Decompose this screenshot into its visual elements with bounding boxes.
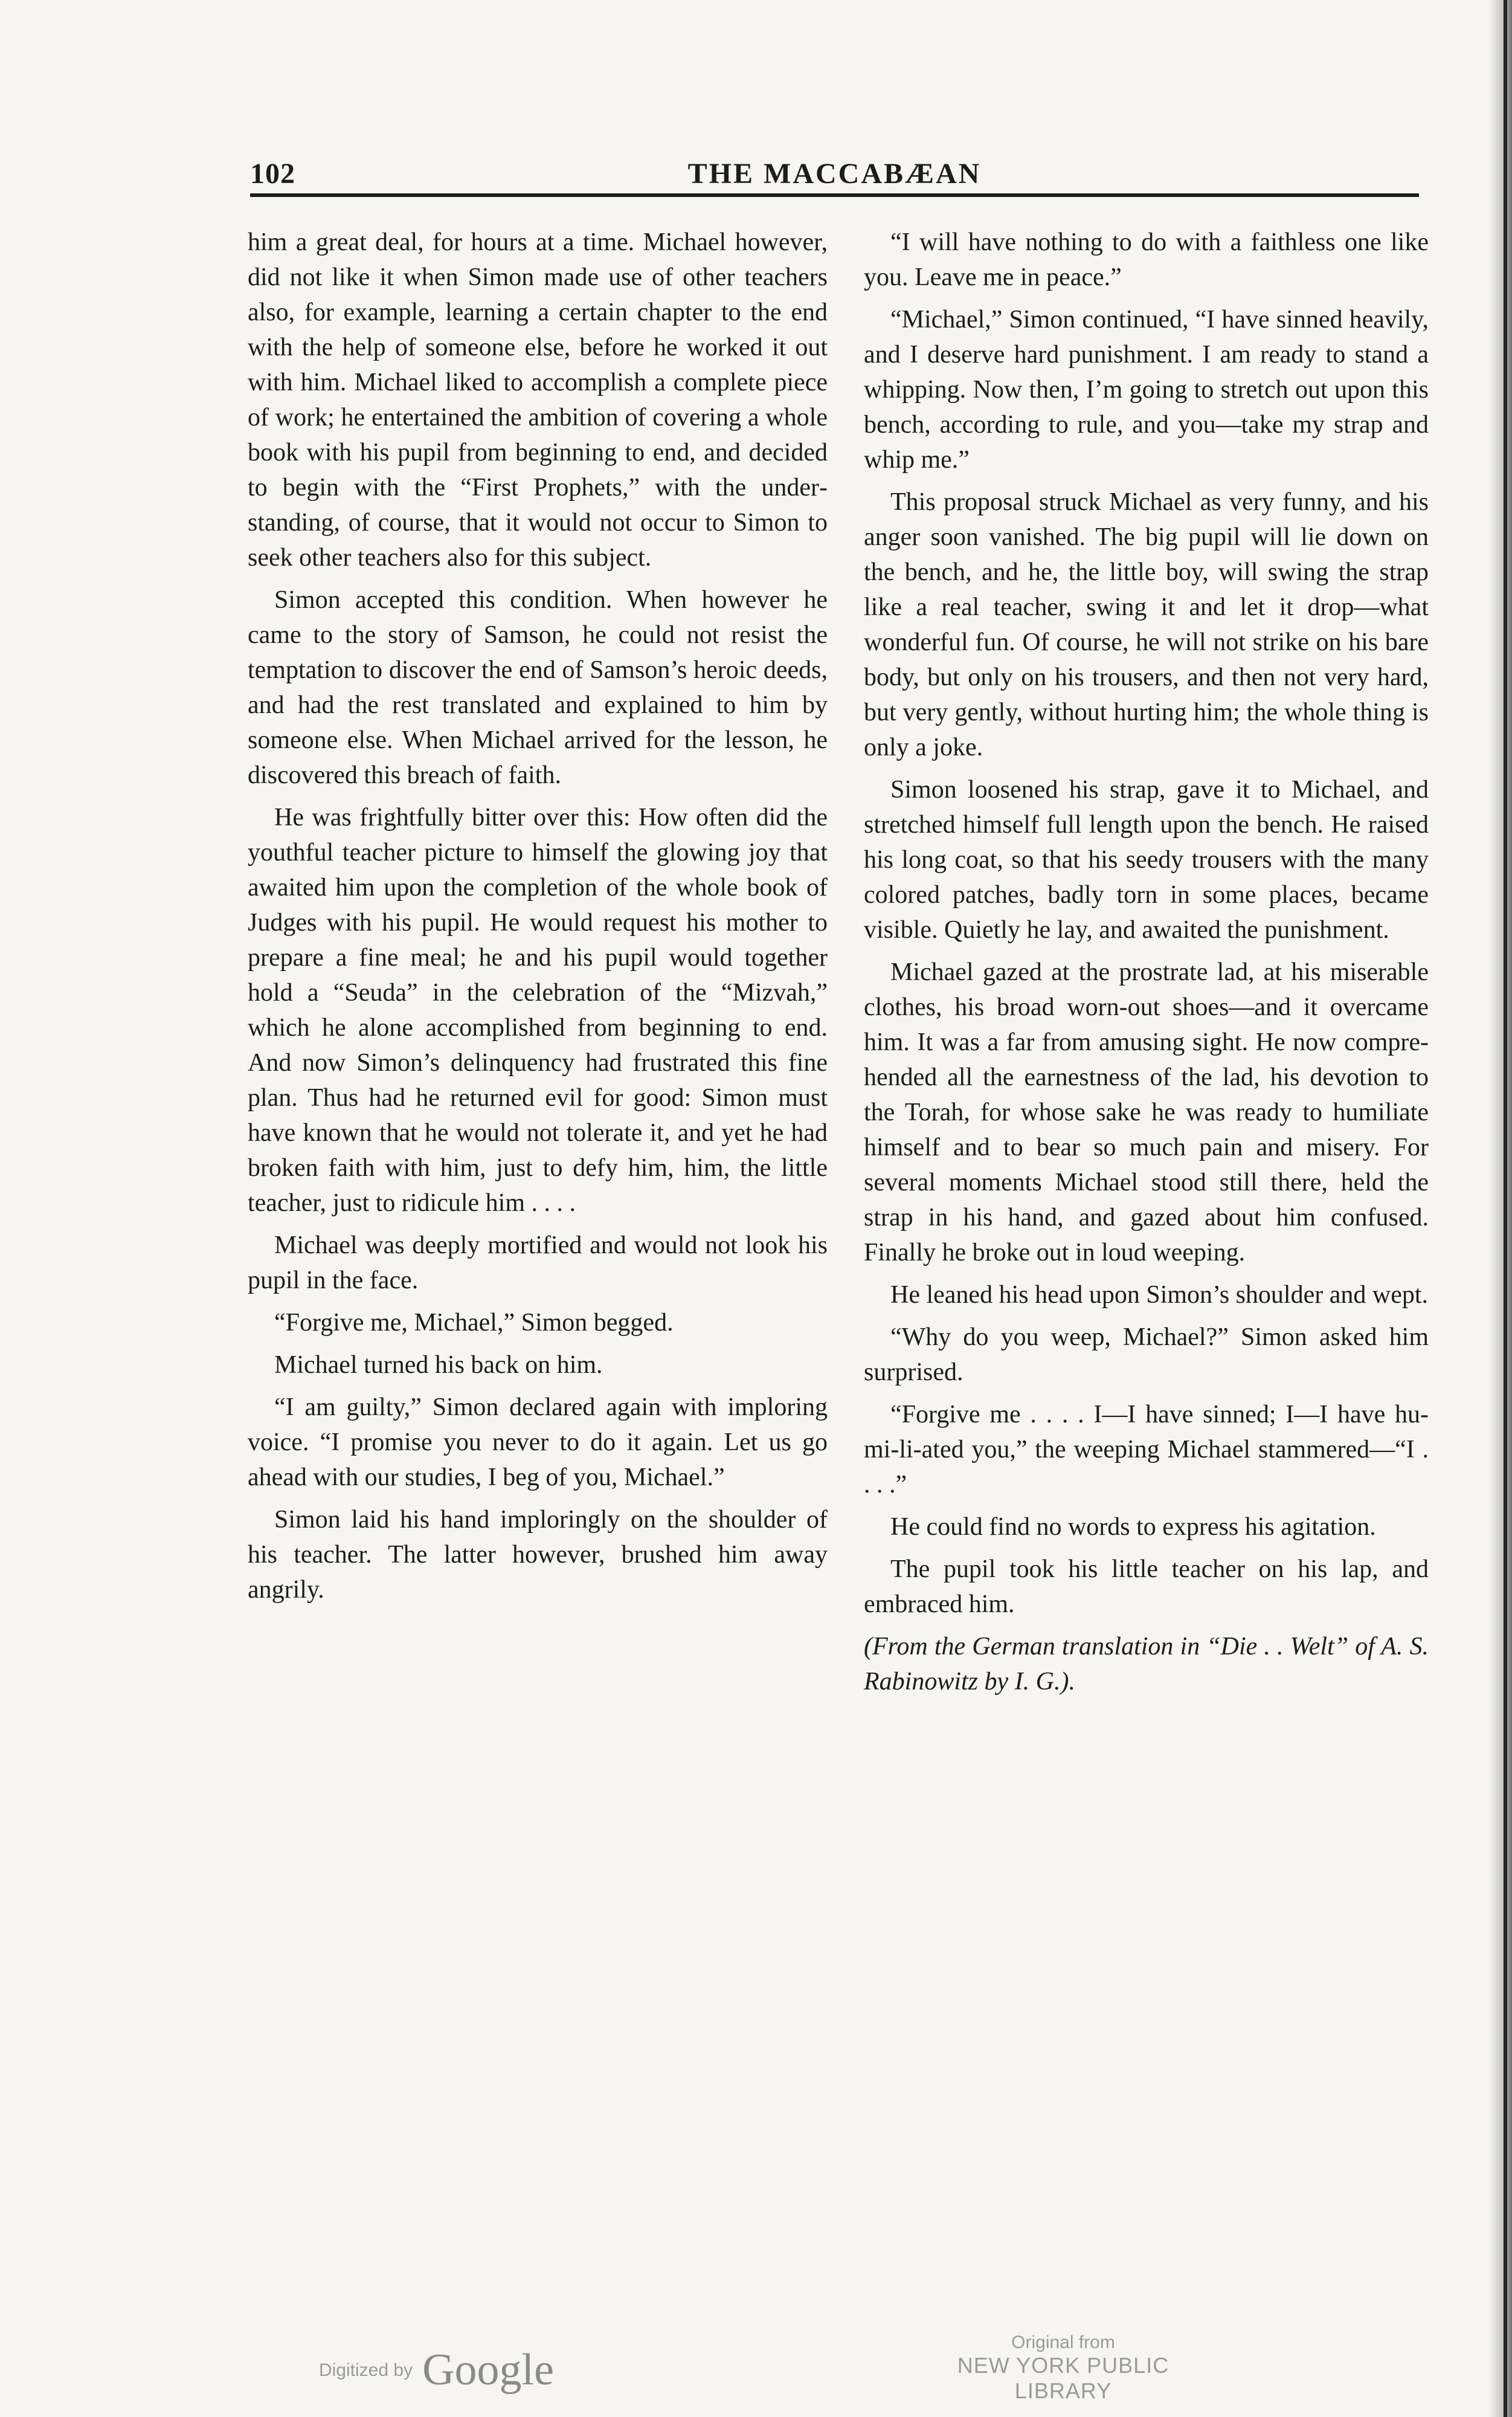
page-header [250, 151, 1419, 199]
running-title: THE MACCABÆAN [687, 158, 982, 190]
original-from-footer [918, 2332, 1208, 2404]
paragraph: Michael was deeply mortified and would not look his pupil in the face. [248, 1231, 828, 1294]
paragraph: He leaned his head upon Simon’s shoulder and wept. [890, 1281, 1428, 1309]
paragraph: Simon laid his hand imploringly on the shoulder of his teacher. The latter however, brushed him away angrily. [248, 1506, 828, 1604]
source-caption: (From the German translation in “Die . . Welt” of A. S. Rabinowitz by I. G.). [864, 1633, 1429, 1696]
paragraph: “I will have nothing to do with a faithless one like you. Leave me in peace.” [864, 228, 1429, 291]
page-edge-shadow [1488, 0, 1512, 2417]
digitized-by-footer [319, 2344, 554, 2396]
paragraph: Simon loosened his strap, gave it to Michael, and stretched himself full length upon the bench. He raised his long coat, so that his seedy trousers with the many colored patches, badly torn in some places, became visible. Quietly he lay, and awaited the punishment. [864, 776, 1429, 944]
paragraph: “I am guilty,” Simon declared again with imploring voice. “I promise you never to do it again. Let us go ahead with our studies, I beg of you, Michael.” [248, 1393, 828, 1491]
paragraph: Simon accepted this condition. When however he came to the story of Samson, he could not resist the temptation to discover the end of Samson’s heroic deeds, and had the rest translated and explained to him by someone else. When Michael arrived for the lesson, he discovered this breach of faith. [248, 586, 828, 789]
library-name: NEW YORK PUBLIC LIBRARY [957, 2353, 1169, 2403]
right-column [864, 225, 1429, 1706]
paragraph: “Michael,” Simon continued, “I have sinned heavily, and I deserve hard punishment. I am ready to stand a whipping. Now then, I’m going to stretch out upon this bench, according to rule, and you—take my strap and whip me.” [864, 306, 1429, 474]
paragraph: The pupil took his little teacher on his lap, and embraced him. [864, 1555, 1429, 1618]
paragraph: Michael turned his back on him. [274, 1351, 603, 1379]
paragraph: “Why do you weep, Michael?” Simon asked him surprised. [864, 1323, 1429, 1386]
paragraph: “Forgive me . . . . I—I have sinned; I—I have hu-mi-li-ated you,” the weeping Michael stammered—“I . . . .” [864, 1401, 1429, 1499]
original-from-label: Original from [1011, 2332, 1115, 2352]
paragraph: Michael gazed at the prostrate lad, at his miserable clothes, his broad worn-out shoes—and it overcame him. It was a far from amusing sight. He now comprehended all the earnestness of the lad, his devotion to the Torah, for whose sake he was ready to humiliate himself and to bear so much pain and misery. For several moments Michael stood still there, held the strap in his hand, and gazed about him confused. Finally he broke out in loud weeping. [864, 958, 1429, 1267]
paragraph: him a great deal, for hours at a time. Michael however, did not like it when Simon made use of other teachers also, for example, learning a certain chapter to the end with the help of someone else, before he worked it out with him. Michael liked to accomplish a complete piece of work; he entertained the ambition of covering a whole book with his pupil from beginning to end, and decided to begin with the “First Prophets,” with the understanding, of course, that it would not occur to Simon to seek other teachers also for this subject. [248, 228, 828, 572]
google-logo: Google [422, 2345, 554, 2395]
paragraph: This proposal struck Michael as very funny, and his anger soon vanished. The big pupil will lie down on the bench, and he, the little boy, will swing the strap like a real teacher, swing it and let it drop—what wonderful fun. Of course, he will not strike on his bare body, but only on his trousers, and then not very hard, but very gently, without hurting him; the whole thing is only a joke. [864, 488, 1429, 761]
paragraph: “Forgive me, Michael,” Simon begged. [274, 1309, 674, 1337]
paragraph: He could find no words to express his agitation. [890, 1513, 1376, 1541]
left-column [248, 225, 828, 1615]
page-edge-line [1504, 0, 1507, 2417]
digitized-by-label: Digitized by [319, 2360, 413, 2380]
paragraph: He was frightfully bitter over this: How often did the youthful teacher picture to himself the glowing joy that awaited him upon the completion of the whole book of Judges with his pupil. He would request his mother to prepare a fine meal; he and his pupil would together hold a “Seuda” in the celebration of the “Mizvah,” which he alone accomplished from beginning to end. And now Simon’s delinquency had frustrated this fine plan. Thus had he returned evil for good: Simon must have known that he would not tolerate it, and yet he had broken faith with him, just to defy him, him, the little teacher, just to ridicule him . . . . [248, 804, 828, 1217]
header-rule [250, 193, 1419, 197]
page-number: 102 [250, 158, 295, 190]
